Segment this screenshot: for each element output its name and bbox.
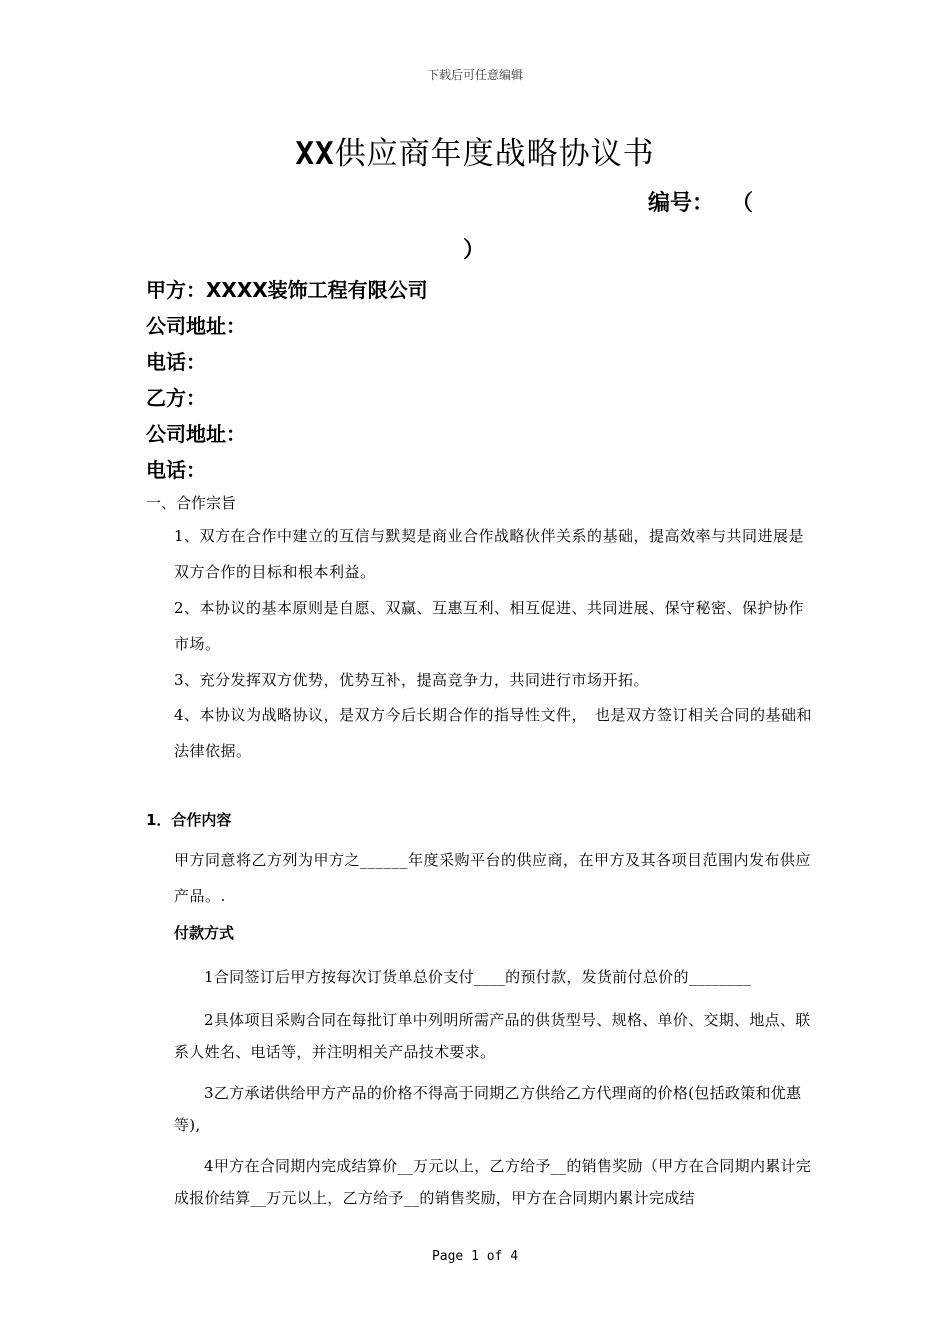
page-footer: Page 1 of 4 (431, 1249, 519, 1264)
payment-item-1: 1合同签订后甲方按每次订货单总价支付____的预付款，发货前付总价的________ (204, 968, 752, 986)
document-number (648, 186, 753, 217)
party-b-address: 公司地址： (146, 422, 246, 446)
content-paragraph: 甲方同意将乙方列为甲方之______年度采购平台的供应商，在甲方及其各项目范围内发布供应产品。. (174, 851, 812, 905)
title-main: 供应商年度战略协议书 (334, 136, 655, 172)
section-heading-content: 1．合作内容 (146, 811, 232, 829)
party-a-phone: 电话： (146, 350, 206, 374)
party-b-name: 乙方： (146, 386, 206, 410)
party-b-phone: 电话： (146, 458, 206, 482)
section-heading-purpose: 一、合作宗旨 (146, 494, 237, 512)
payment-item-2: 2具体项目采购合同在每批订单中列明所需产品的供货型号、规格、单价、交期、地点、联系人姓名、电话等，并注明相关产品技术要求。 (174, 1011, 811, 1061)
purpose-item-4: 4、本协议为战略协议，是双方今后长期合作的指导性文件， 也是双方签订相关合同的基础和法律依据。 (174, 706, 813, 760)
number-open-paren: （ (742, 190, 754, 216)
header-note: 下载后可任意编辑 (426, 68, 523, 82)
payment-heading: 付款方式 (174, 924, 235, 942)
document-title (0, 128, 950, 173)
title-prefix: XX (295, 136, 335, 172)
payment-item-3: 3乙方承诺供给甲方产品的价格不得高于同期乙方供给乙方代理商的价格(包括政策和优惠等), (174, 1084, 802, 1134)
payment-item-4: 4甲方在合同期内完成结算价__万元以上，乙方给予__的销售奖励（甲方在合同期内累计完成报价结算__万元以上，乙方给予__的销售奖励，甲方在合同期内累计完成结 (174, 1157, 812, 1207)
party-a-address: 公司地址： (146, 314, 246, 338)
purpose-item-1: 1、双方在合作中建立的互信与默契是商业合作战略伙伴关系的基础，提高效率与共同进展是双方合作的目标和根本利益。 (174, 527, 805, 581)
number-close-paren: ） (463, 237, 486, 263)
party-a-name: 甲方：XXXX装饰工程有限公司 (146, 278, 428, 302)
purpose-item-3: 3、充分发挥双方优势，优势互补，提高竞争力，共同进行市场开拓。 (174, 671, 650, 689)
purpose-item-2: 2、本协议的基本原则是自愿、双赢、互惠互利、相互促进、共同进展、保守秘密、保护协作市场。 (174, 599, 805, 653)
number-label: 编号： (648, 190, 715, 216)
